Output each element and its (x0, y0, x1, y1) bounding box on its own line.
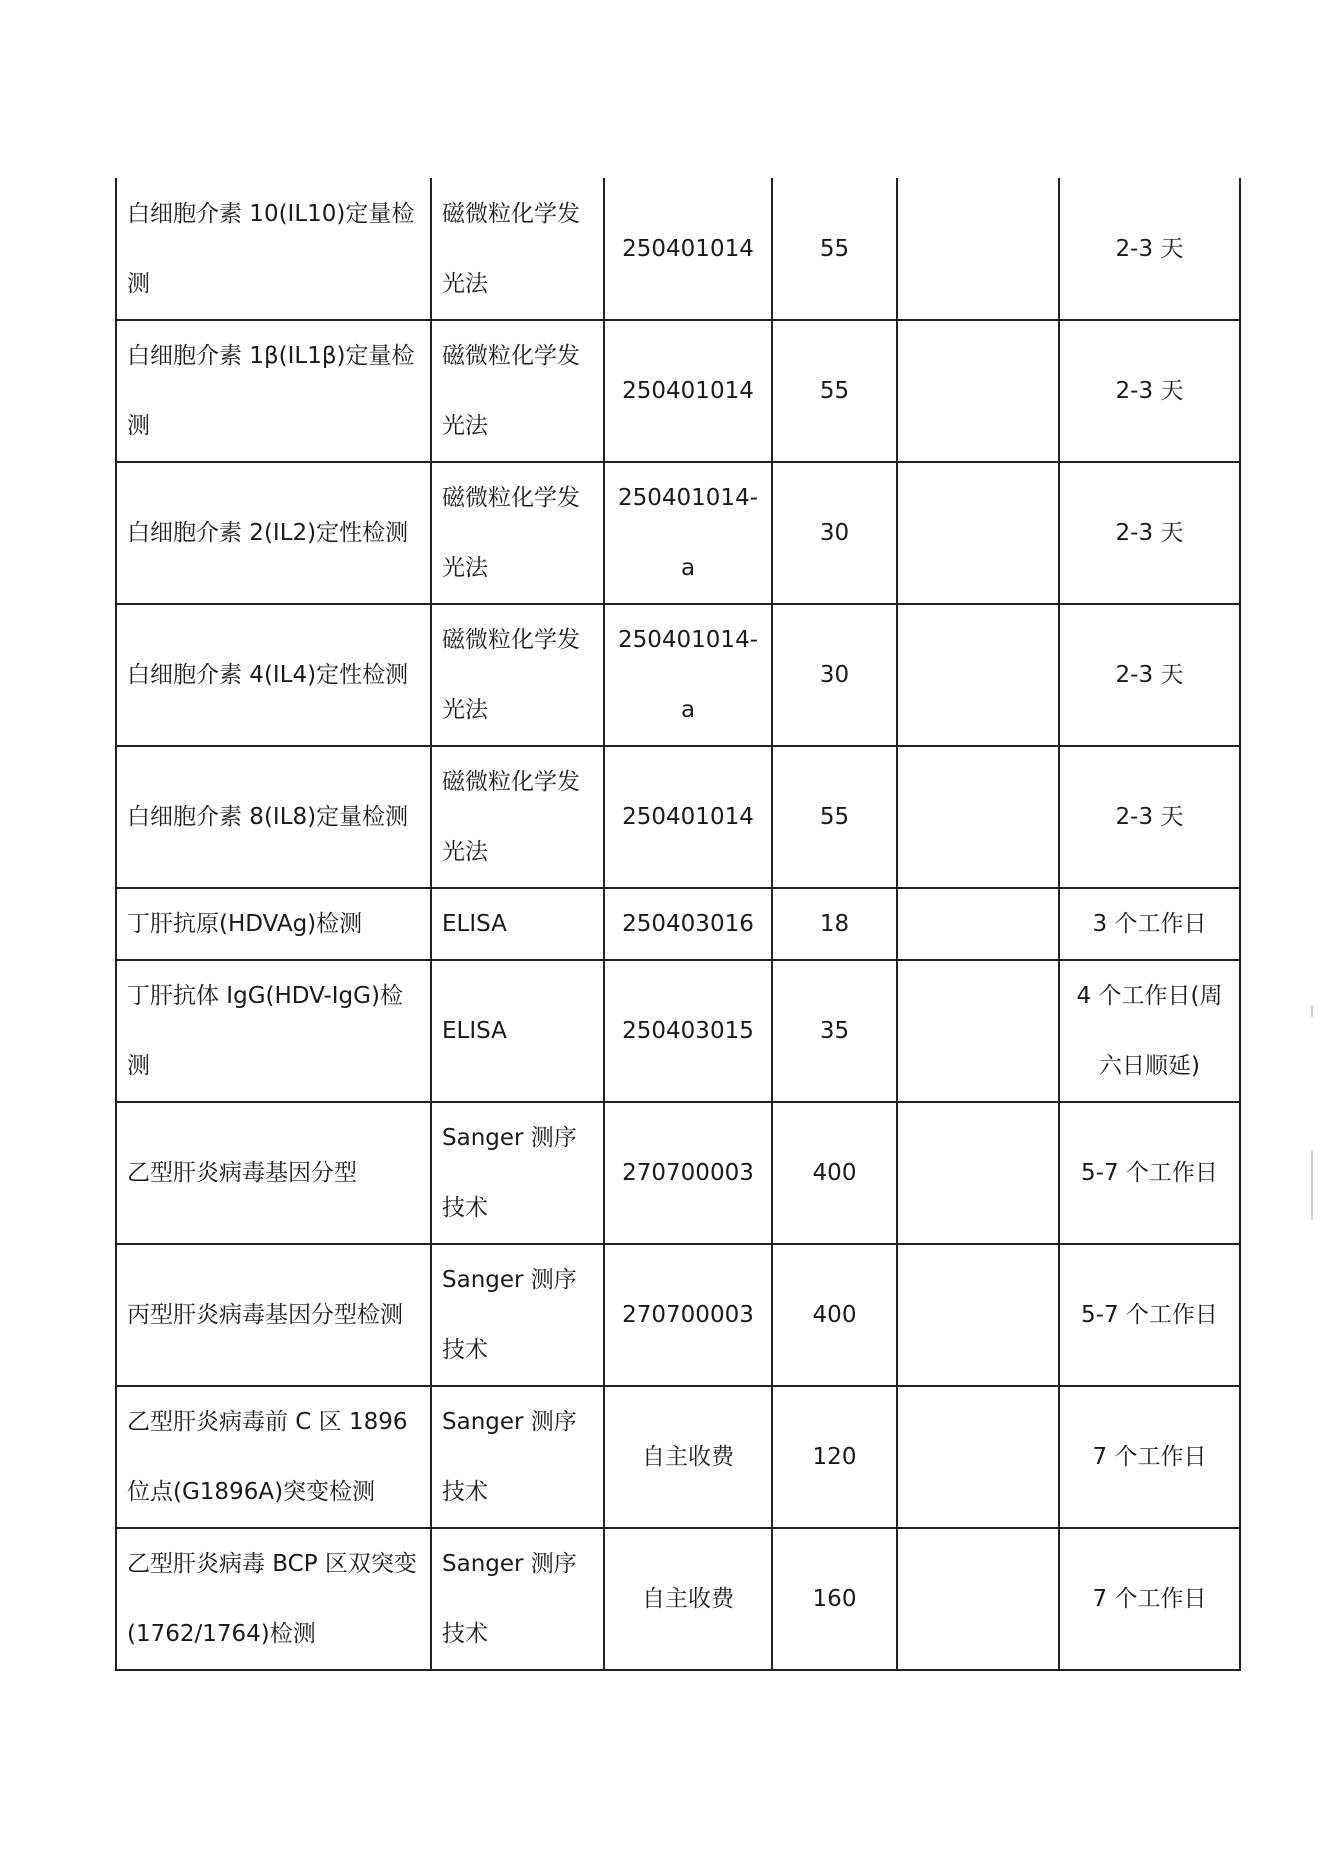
price-cell: 55 (772, 178, 897, 320)
table-row (116, 888, 1240, 960)
blank-cell (897, 604, 1059, 746)
table-row (116, 1102, 1240, 1244)
table-row (116, 1244, 1240, 1386)
charge-code-cell: 250401014-a (604, 604, 772, 746)
turnaround-cell: 3 个工作日 (1059, 888, 1240, 960)
test-name-cell: 丙型肝炎病毒基因分型检测 (116, 1244, 431, 1386)
method-cell: Sanger 测序技术 (431, 1244, 604, 1386)
blank-cell (897, 888, 1059, 960)
price-cell: 55 (772, 320, 897, 462)
method-cell: 磁微粒化学发光法 (431, 746, 604, 888)
turnaround-cell: 7 个工作日 (1059, 1528, 1240, 1670)
method-cell: 磁微粒化学发光法 (431, 178, 604, 320)
charge-code-cell: 270700003 (604, 1102, 772, 1244)
method-cell: ELISA (431, 960, 604, 1102)
price-cell: 120 (772, 1386, 897, 1528)
turnaround-cell: 2-3 天 (1059, 462, 1240, 604)
blank-cell (897, 960, 1059, 1102)
test-name-cell: 白细胞介素 8(IL8)定量检测 (116, 746, 431, 888)
price-cell: 400 (772, 1244, 897, 1386)
table-row (116, 1386, 1240, 1528)
test-name-cell: 丁肝抗体 IgG(HDV-IgG)检测 (116, 960, 431, 1102)
test-price-table (115, 178, 1241, 1671)
turnaround-cell: 7 个工作日 (1059, 1386, 1240, 1528)
method-cell: 磁微粒化学发光法 (431, 604, 604, 746)
method-cell: 磁微粒化学发光法 (431, 462, 604, 604)
blank-cell (897, 1528, 1059, 1670)
blank-cell (897, 462, 1059, 604)
method-cell: ELISA (431, 888, 604, 960)
test-name-cell: 乙型肝炎病毒 BCP 区双突变(1762/1764)检测 (116, 1528, 431, 1670)
blank-cell (897, 746, 1059, 888)
method-cell: Sanger 测序技术 (431, 1102, 604, 1244)
method-cell: Sanger 测序技术 (431, 1528, 604, 1670)
blank-cell (897, 1102, 1059, 1244)
charge-code-cell: 250401014 (604, 746, 772, 888)
test-name-cell: 白细胞介素 1β(IL1β)定量检测 (116, 320, 431, 462)
blank-cell (897, 320, 1059, 462)
charge-code-cell: 250403015 (604, 960, 772, 1102)
scan-artifact (1311, 1005, 1313, 1017)
turnaround-cell: 5-7 个工作日 (1059, 1244, 1240, 1386)
charge-code-cell: 自主收费 (604, 1528, 772, 1670)
charge-code-cell: 250401014-a (604, 462, 772, 604)
price-cell: 35 (772, 960, 897, 1102)
table-row (116, 462, 1240, 604)
table-row (116, 178, 1240, 320)
price-cell: 30 (772, 462, 897, 604)
test-name-cell: 乙型肝炎病毒基因分型 (116, 1102, 431, 1244)
charge-code-cell: 270700003 (604, 1244, 772, 1386)
table-row (116, 1528, 1240, 1670)
table-row (116, 960, 1240, 1102)
turnaround-cell: 2-3 天 (1059, 604, 1240, 746)
blank-cell (897, 1244, 1059, 1386)
price-cell: 18 (772, 888, 897, 960)
table-row (116, 320, 1240, 462)
table-row (116, 604, 1240, 746)
charge-code-cell: 250401014 (604, 320, 772, 462)
table-row (116, 746, 1240, 888)
test-name-cell: 丁肝抗原(HDVAg)检测 (116, 888, 431, 960)
price-cell: 30 (772, 604, 897, 746)
price-cell: 160 (772, 1528, 897, 1670)
turnaround-cell: 4 个工作日(周六日顺延) (1059, 960, 1240, 1102)
method-cell: 磁微粒化学发光法 (431, 320, 604, 462)
blank-cell (897, 1386, 1059, 1528)
charge-code-cell: 250401014 (604, 178, 772, 320)
turnaround-cell: 5-7 个工作日 (1059, 1102, 1240, 1244)
turnaround-cell: 2-3 天 (1059, 178, 1240, 320)
charge-code-cell: 250403016 (604, 888, 772, 960)
method-cell: Sanger 测序技术 (431, 1386, 604, 1528)
turnaround-cell: 2-3 天 (1059, 320, 1240, 462)
table-body (116, 178, 1240, 1670)
price-cell: 400 (772, 1102, 897, 1244)
blank-cell (897, 178, 1059, 320)
turnaround-cell: 2-3 天 (1059, 746, 1240, 888)
test-name-cell: 白细胞介素 4(IL4)定性检测 (116, 604, 431, 746)
charge-code-cell: 自主收费 (604, 1386, 772, 1528)
test-name-cell: 白细胞介素 10(IL10)定量检测 (116, 178, 431, 320)
test-name-cell: 乙型肝炎病毒前 C 区 1896 位点(G1896A)突变检测 (116, 1386, 431, 1528)
test-name-cell: 白细胞介素 2(IL2)定性检测 (116, 462, 431, 604)
price-cell: 55 (772, 746, 897, 888)
scan-artifact (1311, 1150, 1313, 1220)
